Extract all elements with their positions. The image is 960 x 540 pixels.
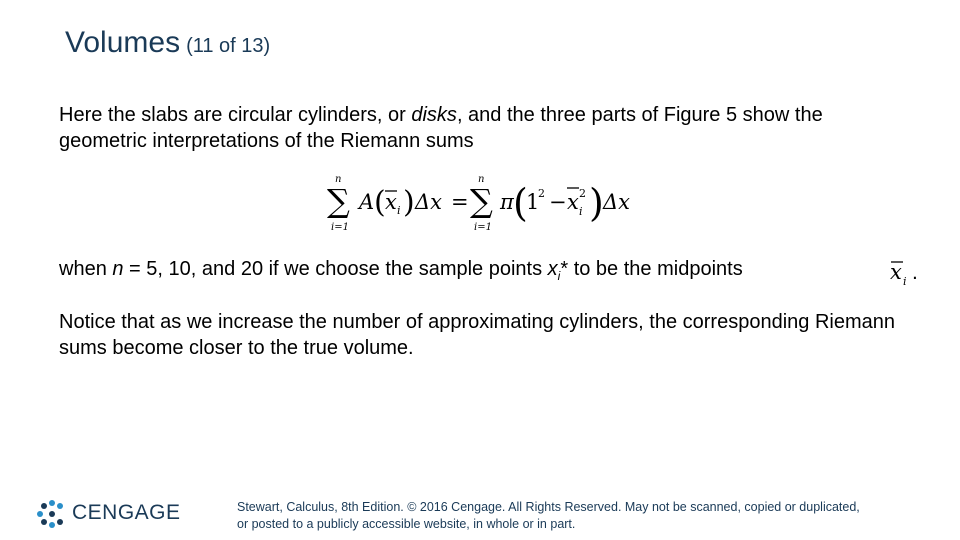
- intro-text-start: Here the slabs are circular cylinders, or: [59, 104, 412, 126]
- sigma-lower-left: i=1: [331, 222, 349, 233]
- sigma-right: ∑: [470, 182, 493, 220]
- formula-i-2: i: [579, 205, 583, 218]
- midpoint-period: .: [912, 261, 918, 284]
- formula-delta-x-2: Δx: [603, 190, 631, 214]
- paren-open-1: (: [374, 185, 386, 220]
- paragraph-intro: [59, 102, 899, 154]
- formula-minus: −: [549, 190, 567, 214]
- paren-close-2: ): [589, 181, 604, 225]
- sample-text-start: when: [59, 258, 113, 280]
- formula-x-1: x: [385, 190, 397, 214]
- intro-text-end: , and the three parts of Figure 5 show the geometric interpretations of the Riemann sums: [59, 104, 823, 152]
- sigma-left: ∑: [327, 182, 350, 220]
- cengage-mark-icon: [36, 498, 68, 530]
- sigma-upper-right: n: [478, 174, 485, 185]
- midpoint-svg: [888, 258, 928, 288]
- title-subtitle: (11 of 13): [186, 35, 271, 57]
- midpoint-symbol: [888, 258, 928, 288]
- formula-sq-2: 2: [579, 187, 586, 200]
- sample-text-end: to be the midpoints: [568, 258, 743, 280]
- formula-pi: π: [500, 190, 514, 214]
- copyright-line-2: or posted to a publicly accessible website, in whole or in part.: [237, 517, 576, 531]
- sample-x: x: [547, 258, 558, 280]
- sample-star: *: [560, 258, 569, 280]
- title-main: Volumes: [65, 26, 181, 59]
- formula-delta-x-1: Δx: [415, 190, 443, 214]
- formula-x-2: x: [567, 190, 579, 214]
- cengage-logo: [36, 496, 181, 534]
- formula-one: 1: [526, 190, 540, 214]
- formula-equals: =: [451, 190, 469, 214]
- paragraph-sample-points: [59, 256, 743, 289]
- sigma-lower-right: i=1: [474, 222, 492, 233]
- copyright-notice: [237, 499, 952, 533]
- formula-A: A: [359, 190, 375, 214]
- paren-close-1: ): [403, 185, 415, 220]
- riemann-sum-formula: [325, 172, 635, 234]
- slide-title: [65, 26, 270, 60]
- formula-svg: [325, 172, 635, 234]
- intro-italic-disks: disks: [411, 104, 457, 126]
- midpoint-x: x: [890, 260, 902, 284]
- copyright-line-1: Stewart, Calculus, 8th Edition. © 2016 Cengage. All Rights Reserved. May not be scanned, copied or duplicated,: [237, 500, 860, 514]
- sample-n: n: [112, 258, 124, 280]
- paren-open-2: (: [513, 181, 528, 225]
- sample-text-mid: = 5, 10, and 20 if we choose the sample points: [123, 258, 548, 280]
- formula-i-1: i: [397, 204, 401, 217]
- paragraph-conclusion: Notice that as we increase the number of approximating cylinders, the corresponding Riemann sums become closer to the true volume.: [59, 311, 895, 359]
- sample-x-subscript: i: [557, 269, 561, 283]
- formula-sq-1: 2: [538, 187, 545, 200]
- midpoint-i: i: [903, 275, 907, 288]
- sigma-upper-left: n: [335, 174, 342, 185]
- cengage-wordmark: CENGAGE: [72, 501, 181, 524]
